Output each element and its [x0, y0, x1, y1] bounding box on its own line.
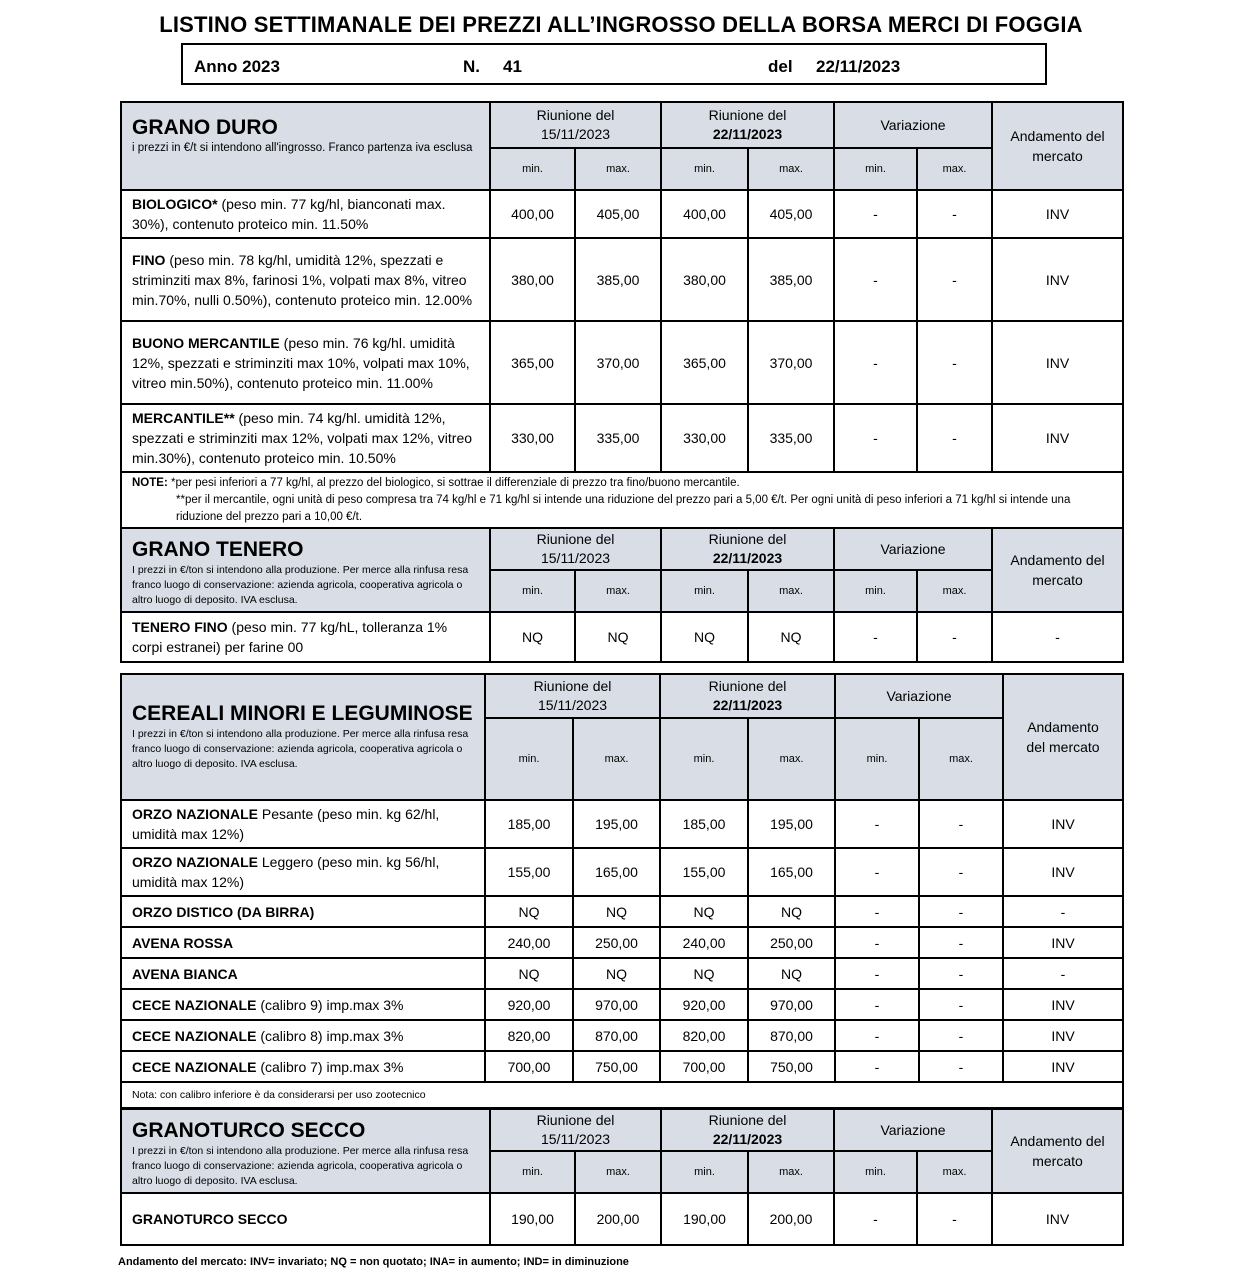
variation-min: -	[835, 989, 919, 1020]
min-header: min.	[661, 1151, 748, 1193]
max-header: max.	[575, 148, 661, 190]
market-trend: INV	[992, 190, 1123, 238]
curr-min-price: NQ	[661, 612, 748, 662]
prev-max-price: 200,00	[575, 1193, 661, 1245]
product-label: TENERO FINO (peso min. 77 kg/hL, tolleranza 1% corpi estranei) per farine 00	[121, 612, 490, 662]
variation-min: -	[835, 958, 919, 989]
variation-max: -	[919, 927, 1003, 958]
max-header: max.	[573, 718, 660, 800]
variation-min: -	[835, 848, 919, 896]
prev-max-price: 165,00	[573, 848, 660, 896]
prev-min-price: 820,00	[485, 1020, 573, 1051]
section-subtitle: i prezzi in €/t si intendono all'ingrosso. Franco partenza iva esclusa	[132, 142, 473, 154]
curr-meeting-header: Riunione del 22/11/2023	[661, 528, 834, 570]
variation-max: -	[919, 1051, 1003, 1082]
curr-max-price: 335,00	[748, 404, 834, 472]
min-header: min.	[490, 148, 575, 190]
variation-max: -	[919, 1020, 1003, 1051]
section-note: NOTE: *per pesi inferiori a 77 kg/hl, al prezzo del biologico, si sottrae il differenziale di prezzo tra fino/buono mercantile. **per il mercantile, ogni unità di peso compresa tra 74 kg/hl e 71 kg/hl si intende una riduzione del prezzo pari a 5,00 €/t. Per ogni unità di peso inferiori a 71 kg/hl si intende una riduzione del prezzo pari a 10,00 €/t.	[121, 472, 1123, 529]
table-row	[121, 238, 1123, 321]
variation-min: -	[834, 238, 917, 321]
prev-meeting-header: Riunione del 15/11/2023	[490, 102, 661, 148]
curr-max-price: 200,00	[748, 1193, 834, 1245]
max-header: max.	[575, 570, 661, 612]
curr-max-price: 250,00	[748, 927, 835, 958]
prev-min-price: 155,00	[485, 848, 573, 896]
product-label: MERCANTILE** (peso min. 74 kg/hl. umidità 12%, spezzati e striminziti max 12%, volpati max 12%, vitreo min.30%), contenuto proteico min. 10.50%	[121, 404, 490, 472]
section-caption	[121, 674, 485, 800]
number-label: N.	[463, 57, 480, 76]
product-label: CECE NAZIONALE (calibro 7) imp.max 3%	[121, 1051, 485, 1082]
min-header: min.	[490, 1151, 575, 1193]
product-label: ORZO DISTICO (DA BIRRA)	[121, 896, 485, 927]
variation-max: -	[917, 612, 992, 662]
product-label: BUONO MERCANTILE (peso min. 76 kg/hl. umidità 12%, spezzati e striminziti max 10%, volpati max 10%, vitreo min.50%), contenuto proteico min. 11.00%	[121, 321, 490, 404]
prev-min-price: 700,00	[485, 1051, 573, 1082]
prev-min-price: NQ	[490, 612, 575, 662]
variation-min: -	[835, 927, 919, 958]
prev-meeting-header: Riunione del 15/11/2023	[490, 528, 661, 570]
section-note: Nota: con calibro inferiore è da considerarsi per uso zootecnico	[121, 1082, 1123, 1108]
prev-max-price: 870,00	[573, 1020, 660, 1051]
max-header: max.	[748, 718, 835, 800]
prev-min-price: 920,00	[485, 989, 573, 1020]
market-trend: -	[992, 612, 1123, 662]
curr-max-price: 370,00	[748, 321, 834, 404]
curr-max-price: 970,00	[748, 989, 835, 1020]
max-header: max.	[919, 718, 1003, 800]
variation-max: -	[919, 989, 1003, 1020]
market-trend: INV	[992, 321, 1123, 404]
market-trend: -	[1003, 958, 1123, 989]
granoturco-table	[120, 1108, 1124, 1246]
table-row	[121, 989, 1123, 1020]
curr-min-price: 700,00	[660, 1051, 748, 1082]
variation-min: -	[834, 190, 917, 238]
variation-max: -	[919, 896, 1003, 927]
curr-min-price: 185,00	[660, 800, 748, 848]
curr-max-price: 870,00	[748, 1020, 835, 1051]
variation-min: -	[835, 896, 919, 927]
section-subtitle: I prezzi in €/ton si intendono alla produzione. Per merce alla rinfusa resa franco luogo di conservazione: azienda agricola, cooperativa agricola o altro luogo di deposito. IVA esclusa.	[132, 728, 469, 770]
variation-min: -	[835, 800, 919, 848]
table-row	[121, 896, 1123, 927]
variation-max: -	[919, 848, 1003, 896]
section-subtitle: I prezzi in €/ton si intendono alla produzione. Per merce alla rinfusa resa franco luogo di conservazione: azienda agricola, cooperativa agricola o altro luogo di deposito. IVA esclusa.	[132, 564, 469, 606]
section-title: GRANO DURO	[132, 116, 278, 139]
bulletin-header	[181, 43, 1047, 85]
min-header: min.	[661, 148, 748, 190]
prev-min-price: NQ	[485, 896, 573, 927]
table-row	[121, 321, 1123, 404]
curr-min-price: 400,00	[661, 190, 748, 238]
variation-max: -	[917, 238, 992, 321]
variation-max: -	[917, 1193, 992, 1245]
prev-min-price: 400,00	[490, 190, 575, 238]
variation-max: -	[917, 404, 992, 472]
section-caption	[121, 528, 490, 612]
section-title: CEREALI MINORI E LEGUMINOSE	[132, 702, 473, 725]
variation-min: -	[835, 1051, 919, 1082]
product-label: FINO (peso min. 78 kg/hl, umidità 12%, spezzati e striminziti max 8%, farinosi 1%, volpati max 8%, vitreo min.70%, nulli 0.50%), contenuto proteico min. 12.00%	[121, 238, 490, 321]
year-label: Anno 2023	[194, 57, 280, 76]
variation-min: -	[834, 404, 917, 472]
prev-max-price: NQ	[573, 896, 660, 927]
table-row	[121, 190, 1123, 238]
section-subtitle: I prezzi in €/ton si intendono alla produzione. Per merce alla rinfusa resa franco luogo di conservazione: azienda agricola, cooperativa agricola o altro luogo di deposito. IVA esclusa.	[132, 1145, 469, 1187]
variation-header: Variazione	[834, 1109, 992, 1151]
prev-min-price: 380,00	[490, 238, 575, 321]
grano-tenero-table	[120, 527, 1124, 663]
curr-min-price: NQ	[660, 896, 748, 927]
variation-header: Variazione	[834, 528, 992, 570]
trend-header: Andamento del mercato	[992, 1109, 1123, 1193]
date-label: del	[768, 57, 793, 76]
curr-max-price: NQ	[748, 896, 835, 927]
max-header: max.	[917, 570, 992, 612]
prev-max-price: NQ	[575, 612, 661, 662]
market-trend: INV	[1003, 800, 1123, 848]
prev-max-price: 970,00	[573, 989, 660, 1020]
min-header: min.	[834, 1151, 917, 1193]
curr-min-price: 330,00	[661, 404, 748, 472]
prev-max-price: NQ	[573, 958, 660, 989]
market-trend: INV	[1003, 1020, 1123, 1051]
prev-max-price: 405,00	[575, 190, 661, 238]
min-header: min.	[835, 718, 919, 800]
market-trend: INV	[1003, 1051, 1123, 1082]
table-row	[121, 848, 1123, 896]
market-trend: INV	[992, 404, 1123, 472]
variation-min: -	[835, 1020, 919, 1051]
table-row	[121, 800, 1123, 848]
variation-min: -	[834, 321, 917, 404]
prev-min-price: 365,00	[490, 321, 575, 404]
prev-meeting-header: Riunione del 15/11/2023	[490, 1109, 661, 1151]
table-row	[121, 927, 1123, 958]
curr-max-price: 405,00	[748, 190, 834, 238]
min-header: min.	[661, 570, 748, 612]
market-trend: INV	[1003, 927, 1123, 958]
table-row	[121, 1020, 1123, 1051]
variation-max: -	[917, 321, 992, 404]
market-trend: INV	[1003, 989, 1123, 1020]
prev-max-price: 250,00	[573, 927, 660, 958]
variation-max: -	[917, 190, 992, 238]
variation-header: Variazione	[834, 102, 992, 148]
curr-max-price: 385,00	[748, 238, 834, 321]
curr-min-price: 820,00	[660, 1020, 748, 1051]
prev-min-price: 190,00	[490, 1193, 575, 1245]
min-header: min.	[490, 570, 575, 612]
bulletin-date: 22/11/2023	[816, 57, 901, 76]
product-label: CECE NAZIONALE (calibro 9) imp.max 3%	[121, 989, 485, 1020]
min-header: min.	[834, 570, 917, 612]
max-header: max.	[917, 148, 992, 190]
curr-min-price: 380,00	[661, 238, 748, 321]
variation-min: -	[834, 612, 917, 662]
curr-min-price: 240,00	[660, 927, 748, 958]
max-header: max.	[917, 1151, 992, 1193]
variation-header: Variazione	[835, 674, 1003, 718]
curr-min-price: 190,00	[661, 1193, 748, 1245]
document-title: LISTINO SETTIMANALE DEI PREZZI ALL’INGROSSO DELLA BORSA MERCI DI FOGGIA	[159, 12, 1083, 37]
curr-meeting-header: Riunione del 22/11/2023	[661, 102, 834, 148]
prev-min-price: 240,00	[485, 927, 573, 958]
curr-max-price: 195,00	[748, 800, 835, 848]
prev-meeting-header: Riunione del 15/11/2023	[485, 674, 660, 718]
trend-header: Andamento del mercato	[992, 528, 1123, 612]
table-row	[121, 404, 1123, 472]
section-caption	[121, 102, 490, 190]
product-label: CECE NAZIONALE (calibro 8) imp.max 3%	[121, 1020, 485, 1051]
curr-max-price: NQ	[748, 958, 835, 989]
min-header: min.	[834, 148, 917, 190]
prev-max-price: 335,00	[575, 404, 661, 472]
market-trend: INV	[992, 1193, 1123, 1245]
table-row	[121, 958, 1123, 989]
product-label: BIOLOGICO* (peso min. 77 kg/hl, bianconati max. 30%), contenuto proteico min. 11.50%	[121, 190, 490, 238]
curr-max-price: 165,00	[748, 848, 835, 896]
prev-max-price: 195,00	[573, 800, 660, 848]
prev-min-price: NQ	[485, 958, 573, 989]
variation-min: -	[834, 1193, 917, 1245]
trend-header: Andamento del mercato	[1003, 674, 1123, 800]
grano-duro-table	[120, 101, 1124, 530]
product-label: AVENA BIANCA	[121, 958, 485, 989]
trend-header: Andamento del mercato	[992, 102, 1123, 190]
curr-max-price: 750,00	[748, 1051, 835, 1082]
curr-min-price: 920,00	[660, 989, 748, 1020]
max-header: max.	[748, 1151, 834, 1193]
min-header: min.	[660, 718, 748, 800]
curr-min-price: NQ	[660, 958, 748, 989]
number-value: 41	[503, 57, 522, 76]
curr-min-price: 365,00	[661, 321, 748, 404]
product-label: ORZO NAZIONALE Leggero (peso min. kg 56/hl, umidità max 12%)	[121, 848, 485, 896]
max-header: max.	[748, 570, 834, 612]
prev-max-price: 750,00	[573, 1051, 660, 1082]
cereali-minori-table	[120, 673, 1124, 1109]
section-caption	[121, 1109, 490, 1193]
product-label: GRANOTURCO SECCO	[121, 1193, 490, 1245]
market-trend-legend: Andamento del mercato: INV= invariato; NQ = non quotato; INA= in aumento; IND= in diminuzione	[118, 1256, 629, 1268]
table-row	[121, 1193, 1123, 1245]
table-row	[121, 1051, 1123, 1082]
prev-min-price: 330,00	[490, 404, 575, 472]
product-label: AVENA ROSSA	[121, 927, 485, 958]
market-trend: INV	[992, 238, 1123, 321]
market-trend: INV	[1003, 848, 1123, 896]
section-title: GRANOTURCO SECCO	[132, 1119, 366, 1142]
curr-max-price: NQ	[748, 612, 834, 662]
section-title: GRANO TENERO	[132, 538, 304, 561]
product-label: ORZO NAZIONALE Pesante (peso min. kg 62/hl, umidità max 12%)	[121, 800, 485, 848]
variation-max: -	[919, 800, 1003, 848]
prev-max-price: 385,00	[575, 238, 661, 321]
curr-min-price: 155,00	[660, 848, 748, 896]
max-header: max.	[575, 1151, 661, 1193]
min-header: min.	[485, 718, 573, 800]
curr-meeting-header: Riunione del 22/11/2023	[660, 674, 835, 718]
table-row	[121, 612, 1123, 662]
max-header: max.	[748, 148, 834, 190]
prev-min-price: 185,00	[485, 800, 573, 848]
prev-max-price: 370,00	[575, 321, 661, 404]
market-trend: -	[1003, 896, 1123, 927]
variation-max: -	[919, 958, 1003, 989]
curr-meeting-header: Riunione del 22/11/2023	[661, 1109, 834, 1151]
